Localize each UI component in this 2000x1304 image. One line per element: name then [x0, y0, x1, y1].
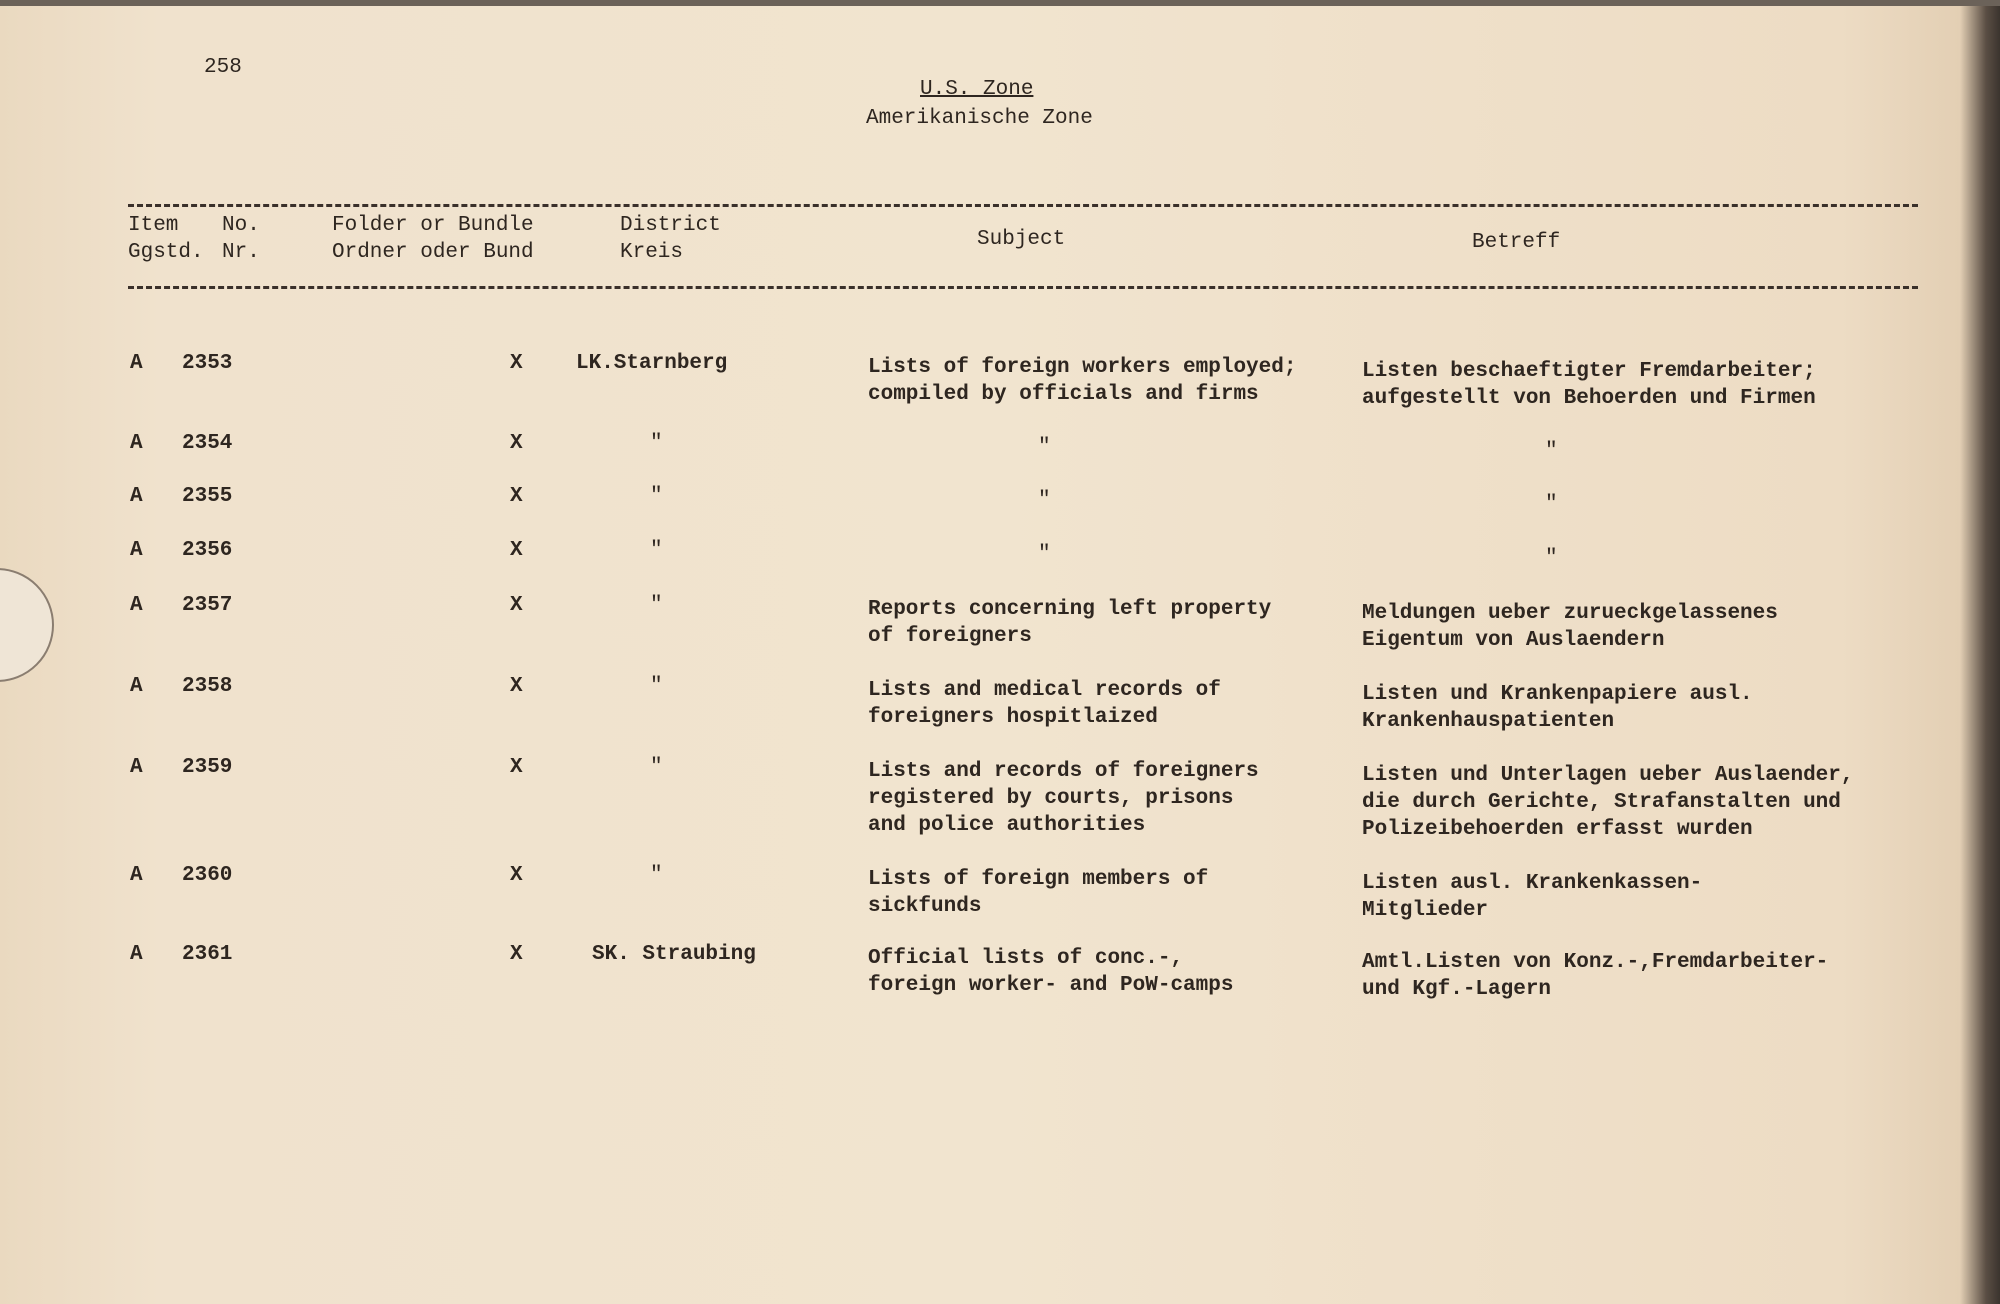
cell-no: 2359 — [182, 756, 233, 779]
page-subtitle: Amerikanische Zone — [866, 107, 1093, 130]
header-subject: Subject — [977, 228, 1066, 251]
cell-folder: X — [510, 432, 523, 455]
cell-item: A — [130, 352, 143, 375]
cell-betreff: " — [1545, 493, 1558, 516]
cell-folder: X — [510, 756, 523, 779]
cell-no: 2357 — [182, 594, 233, 617]
cell-district: " — [650, 864, 663, 887]
binder-tab — [0, 568, 54, 682]
cell-betreff: " — [1545, 547, 1558, 570]
cell-betreff: " — [1545, 440, 1558, 463]
cell-folder: X — [510, 864, 523, 887]
header-no-de: Nr. — [222, 241, 260, 264]
header-folder-de: Ordner oder Bund — [332, 241, 534, 264]
cell-district: SK. Straubing — [592, 943, 756, 966]
cell-no: 2356 — [182, 539, 233, 562]
cell-folder: X — [510, 352, 523, 375]
cell-district: " — [650, 594, 663, 617]
cell-betreff: Listen beschaeftigter Fremdarbeiter; aufgestellt von Behoerden und Firmen — [1362, 360, 1816, 410]
cell-item: A — [130, 675, 143, 698]
page-title: U.S. Zone — [920, 78, 1034, 101]
cell-no: 2360 — [182, 864, 233, 887]
cell-district: " — [650, 675, 663, 698]
cell-subject: Official lists of conc.-, foreign worker- and PoW-camps — [868, 947, 1234, 997]
cell-item: A — [130, 943, 143, 966]
header-item: Item — [128, 214, 179, 237]
cell-district: " — [650, 432, 663, 455]
cell-district: " — [650, 756, 663, 779]
header-betreff: Betreff — [1472, 231, 1561, 254]
cell-subject: Lists and medical records of foreigners hospitlaized — [868, 679, 1221, 729]
cell-betreff: Meldungen ueber zurueckgelassenes Eigentum von Auslaendern — [1362, 602, 1778, 652]
header-item-de: Ggstd. — [128, 241, 204, 264]
cell-item: A — [130, 432, 143, 455]
cell-no: 2353 — [182, 352, 233, 375]
header-bottom-divider — [128, 286, 1918, 289]
cell-subject: " — [1038, 436, 1051, 459]
cell-betreff: Amtl.Listen von Konz.-,Fremdarbeiter- und Kgf.-Lagern — [1362, 951, 1829, 1001]
cell-district: LK.Starnberg — [576, 352, 728, 375]
cell-folder: X — [510, 594, 523, 617]
cell-no: 2361 — [182, 943, 233, 966]
header-district-de: Kreis — [620, 241, 684, 264]
cell-subject: " — [1038, 489, 1051, 512]
cell-betreff: Listen und Unterlagen ueber Auslaender, die durch Gerichte, Strafanstalten und Polizeibehoerden erfasst wurden — [1362, 764, 1854, 841]
page-number: 258 — [204, 56, 242, 79]
cell-folder: X — [510, 539, 523, 562]
header-folder: Folder or Bundle — [332, 214, 534, 237]
cell-subject: " — [1038, 543, 1051, 566]
cell-item: A — [130, 485, 143, 508]
cell-subject: Lists and records of foreigners registered by courts, prisons and police authorities — [868, 760, 1259, 837]
cell-district: " — [650, 485, 663, 508]
cell-no: 2358 — [182, 675, 233, 698]
cell-folder: X — [510, 943, 523, 966]
cell-folder: X — [510, 485, 523, 508]
header-district: District — [620, 214, 721, 237]
cell-no: 2354 — [182, 432, 233, 455]
header-no: No. — [222, 214, 260, 237]
cell-subject: Reports concerning left property of foreigners — [868, 598, 1272, 648]
cell-subject: Lists of foreign workers employed; compiled by officials and firms — [868, 356, 1297, 406]
cell-item: A — [130, 594, 143, 617]
header-top-divider — [128, 204, 1918, 207]
cell-district: " — [650, 539, 663, 562]
cell-betreff: Listen ausl. Krankenkassen- Mitglieder — [1362, 872, 1703, 922]
cell-item: A — [130, 539, 143, 562]
cell-subject: Lists of foreign members of sickfunds — [868, 868, 1209, 918]
cell-item: A — [130, 864, 143, 887]
cell-item: A — [130, 756, 143, 779]
cell-folder: X — [510, 675, 523, 698]
cell-betreff: Listen und Krankenpapiere ausl. Krankenhauspatienten — [1362, 683, 1753, 733]
page-top-edge — [0, 0, 2000, 6]
cell-no: 2355 — [182, 485, 233, 508]
